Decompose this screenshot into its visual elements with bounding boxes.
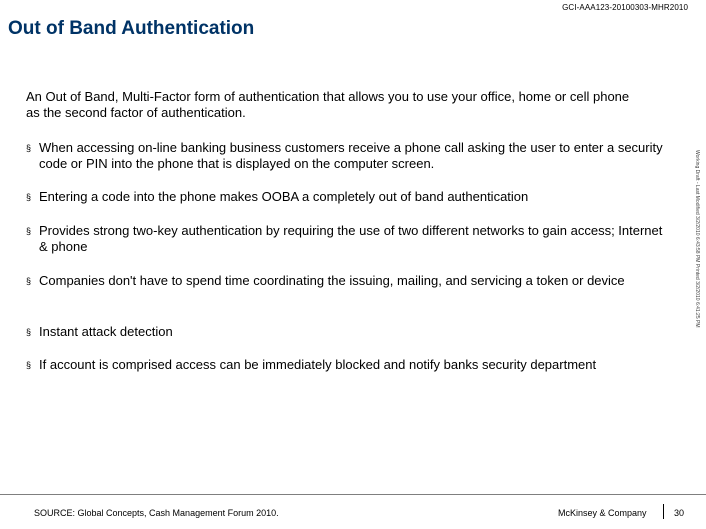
bullet-marker: § (26, 327, 32, 337)
footer-rule (0, 494, 706, 495)
bullet-text: Instant attack detection (39, 324, 173, 339)
brand-separator (663, 504, 664, 519)
bullet-text: When accessing on-line banking business customers receive a phone call asking the user to enter a security code or PIN into the phone that is displayed on the computer screen. (39, 140, 663, 171)
bullet-item (26, 140, 666, 172)
brand-name: McKinsey & Company (558, 508, 647, 518)
bullet-marker: § (26, 360, 32, 370)
page-number: 30 (674, 508, 685, 518)
side-note (692, 150, 702, 380)
bullet-marker: § (26, 192, 32, 202)
side-note-text: Working Draft - Last Modified 3/2/2010 6:43:58 PM Printed 3/2/2010 6:41:25 PM (694, 150, 700, 328)
source-note: SOURCE: Global Concepts, Cash Management Forum 2010. (34, 508, 279, 518)
doc-id: GCI-AAA123-20100303-MHR2010 (562, 3, 688, 12)
page-title: Out of Band Authentication (8, 18, 255, 39)
bullet-item (26, 223, 666, 255)
bullet-marker: § (26, 226, 32, 236)
bullet-text: Companies don't have to spend time coordinating the issuing, mailing, and servicing a token or device (39, 273, 625, 288)
bullet-item (26, 324, 666, 340)
bullet-item (26, 189, 666, 205)
bullet-item (26, 273, 666, 289)
bullet-text: If account is comprised access can be immediately blocked and notify banks security department (39, 357, 597, 372)
bullet-marker: § (26, 143, 32, 153)
bullet-marker: § (26, 276, 32, 286)
intro-paragraph: An Out of Band, Multi-Factor form of authentication that allows you to use your office, home or cell phone as the second factor of authentication. (26, 89, 630, 120)
bullet-text: Entering a code into the phone makes OOBA a completely out of band authentication (39, 189, 529, 204)
bullet-text: Provides strong two-key authentication by requiring the use of two different networks to gain access; Internet & phone (39, 223, 663, 254)
bullet-item (26, 357, 666, 373)
